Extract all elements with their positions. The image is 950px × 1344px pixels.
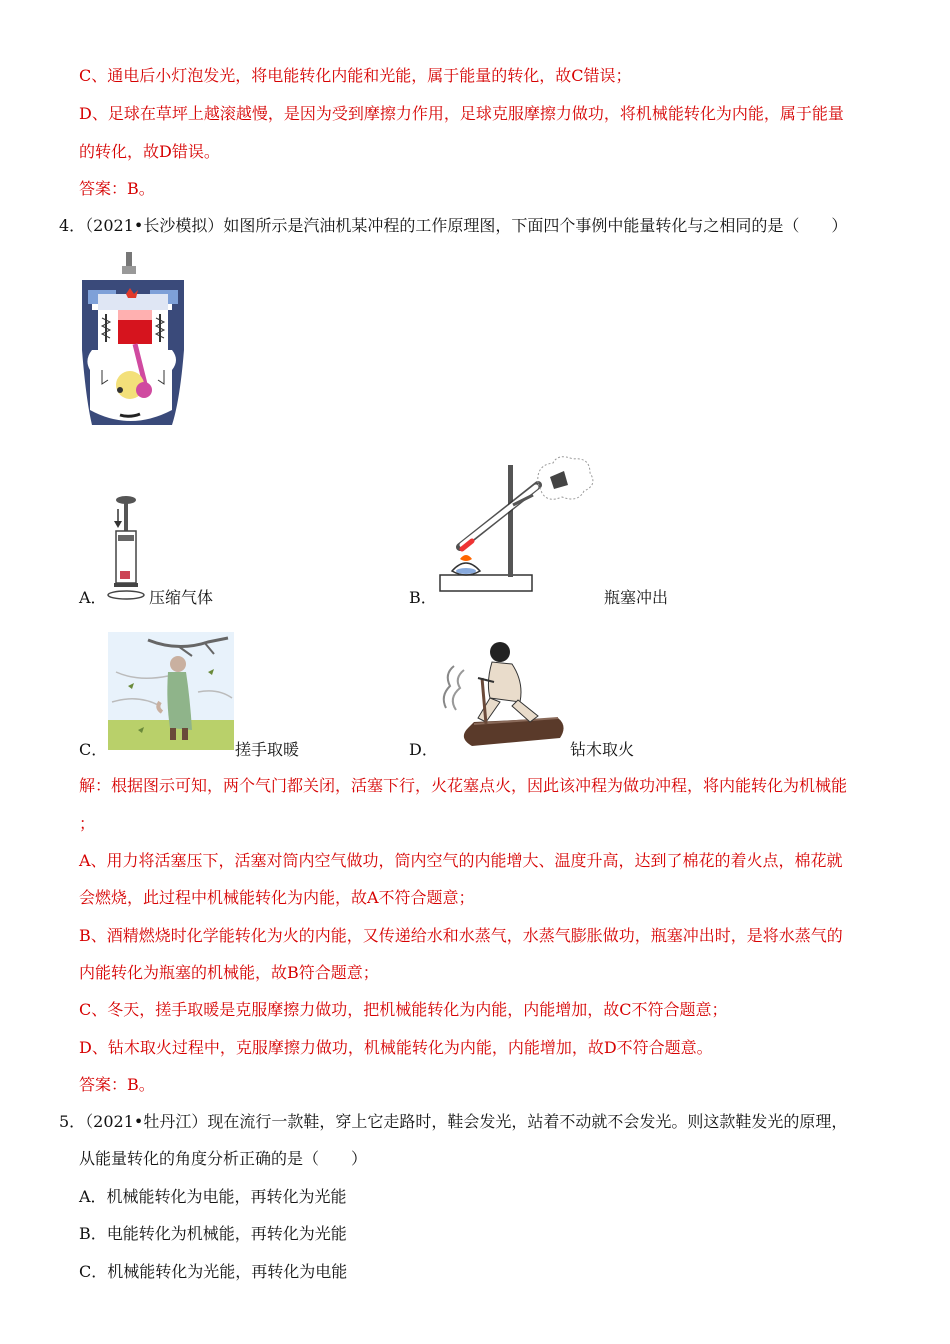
q4-solution-a-line1: A、用力将活塞压下，活塞对筒内空气做功，筒内空气的内能增大、温度升高，达到了棉花的着火点，棉花就: [79, 851, 843, 870]
q4-solution-b-line2: 内能转化为瓶塞的机械能，故B符合题意；: [79, 963, 379, 982]
q4-option-a-caption: 压缩气体: [149, 588, 214, 607]
test-tube-cork-popping-icon: [438, 455, 598, 605]
q5-stem-line2: 从能量转化的角度分析正确的是（ ）: [79, 1149, 368, 1168]
q4-option-a-label: A．: [79, 588, 107, 607]
q4-answer: 答案：B。: [79, 1075, 155, 1094]
q4-option-b-caption: 瓶塞冲出: [604, 588, 669, 607]
q4-solution-b-line1: B、酒精燃烧时化学能转化为火的内能，又传递给水和水蒸气，水蒸气膨胀做功，瓶塞冲出时，是将水蒸气的: [79, 926, 843, 945]
prev-solution-d-line2: 的转化，故D错误。: [79, 142, 220, 161]
q4-stem: 4．（2021•长沙模拟）如图所示是汽油机某冲程的工作原理图，下面四个事例中能量转化与之相同的是（ ）: [59, 216, 848, 235]
q4-option-d-label: D．: [409, 740, 438, 759]
q4-option-b-label: B．: [409, 588, 437, 607]
q4-option-c-caption: 搓手取暖: [235, 740, 300, 759]
prev-solution-c: C、通电后小灯泡发光，将电能转化内能和光能，属于能量的转化，故C错误；: [79, 66, 632, 85]
q5-stem-line1: 5．（2021•牡丹江）现在流行一款鞋，穿上它走路时，鞋会发光，站着不动就不会发光。则这款鞋发光的原理，: [59, 1112, 848, 1131]
q4-solution-a-line2: 会燃烧，此过程中机械能转化为内能，故A不符合题意；: [79, 888, 475, 907]
q5-option-b: B．电能转化为机械能，再转化为光能: [79, 1224, 347, 1243]
air-pump-compression-icon: [104, 495, 148, 605]
q4-solution-d: D、钻木取火过程中，克服摩擦力做功，机械能转化为内能，内能增加，故D不符合题意。: [79, 1038, 713, 1057]
q5-option-c: C．机械能转化为光能，再转化为电能: [79, 1262, 348, 1281]
q4-option-d-caption: 钻木取火: [570, 740, 635, 759]
drilling-wood-fire-icon: [438, 638, 568, 752]
q4-solution-c: C、冬天，搓手取暖是克服摩擦力做功，把机械能转化为内能，内能增加，故C不符合题意；: [79, 1000, 728, 1019]
q4-solution-line1: 解：根据图示可知，两个气门都关闭，活塞下行，火花塞点火，因此该冲程为做功冲程，将内能转化为机械能: [79, 776, 848, 795]
prev-solution-d-line1: D、足球在草坪上越滚越慢，是因为受到摩擦力作用，足球克服摩擦力做功，将机械能转化为内能，属于能量: [79, 104, 844, 123]
q5-option-a: A．机械能转化为电能，再转化为光能: [79, 1187, 347, 1206]
engine-stroke-diagram: [80, 250, 190, 435]
rubbing-hands-warming-icon: [108, 632, 234, 750]
q4-option-c-label: C．: [79, 740, 108, 759]
q4-solution-line2: ；: [79, 814, 96, 833]
prev-answer: 答案：B。: [79, 179, 155, 198]
